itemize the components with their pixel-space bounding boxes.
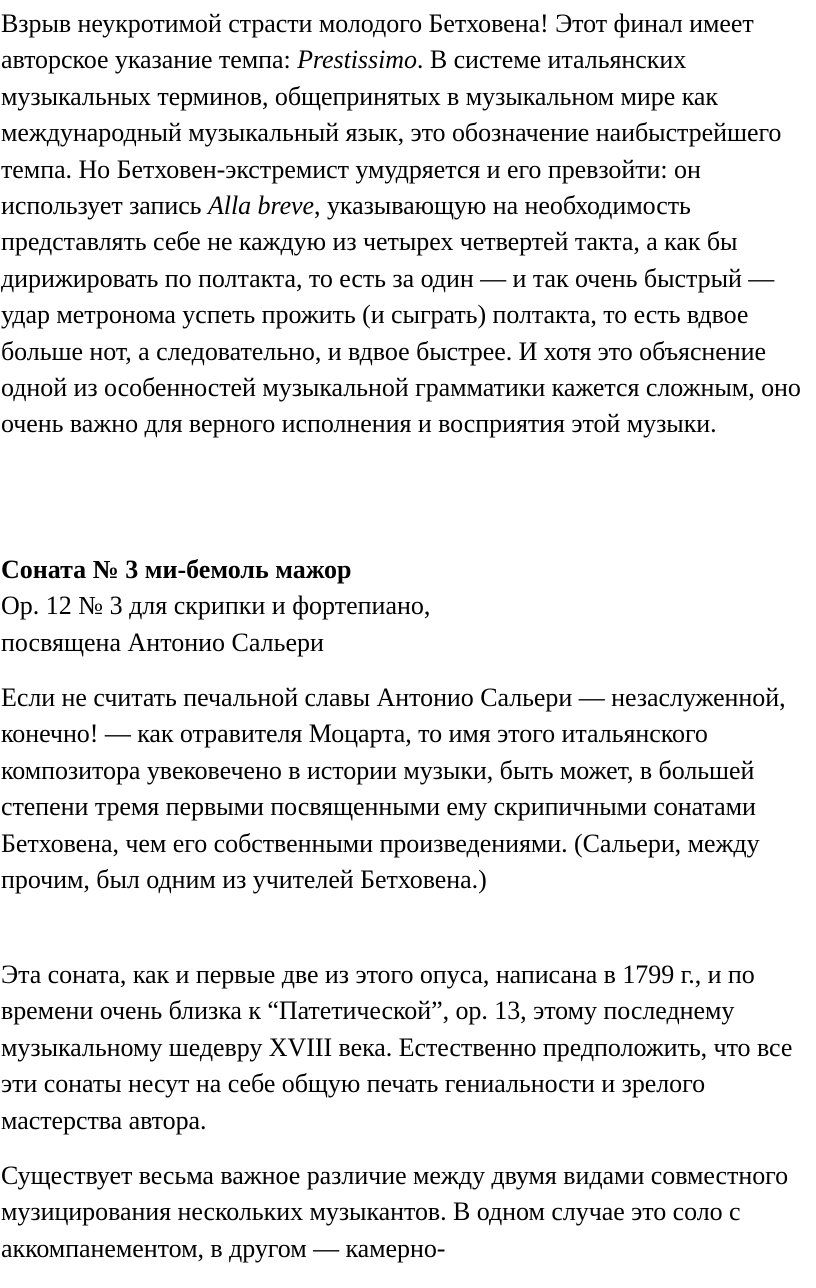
term-prestissimo: Prestissimo	[297, 45, 417, 75]
section-title: Соната № 3 ми-бемоль мажор	[1, 555, 352, 584]
paragraph-tempo	[0, 6, 816, 443]
section-subtitle-line2: посвящена Антонио Сальери	[1, 627, 324, 657]
section-heading	[0, 552, 430, 661]
paragraph-tempo-part1: Взрыв неукротимой страсти молодого Бетховена! Этот финал имеет авторское указание темпа:	[1, 9, 754, 75]
paragraph-tempo-part3: , указывающую на необходимость представлять себе не каждую из четырех четвертей такта, а как бы дирижировать по полтакта, то есть за один — и так очень быстрый — удар метронома успеть прожить (и сыграть) полтакта, то есть вдвое больше нот, а следовательно, и вдвое быстрее. И хотя это объяснение одной из особенностей музыкальной грамматики кажется сложным, оно очень важно для верного исполнения и восприятия этой музыки.	[1, 191, 801, 439]
paragraph-opus: Эта соната, как и первые две из этого опуса, написана в 1799 г., и по времени очень близка к “Патетической”, ор. 13, этому последнему музыкальному шедевру XVIII века. Естественно предположить, что все эти сонаты несут на себе общую печать гениальности и зрелого мастерства автора.	[1, 960, 793, 1135]
paragraph-tempo-part2: . В системе итальянских музыкальных терминов, общепринятых в музыкальном мире как международный музыкальный язык, это обозначение наибыстрейшего темпа. Но Бетховен-экстремист умудряется и его превзойти: он использует запись	[1, 45, 782, 221]
paragraph-salieri: Если не считать печальной славы Антонио Сальери — незаслуженной, конечно! — как отравителя Моцарта, то имя этого итальянского композитора увековечено в истории музыки, быть может, в большей степени тремя первыми посвященными ему скрипичными сонатами Бетховена, чем его собственными произведениями. (Сальери, между прочим, был одним из учителей Бетховена.)	[1, 683, 786, 895]
paragraph-ensemble: Существует весьма важное различие между двумя видами совместного музицирования нескольких музыкантов. В одном случае это соло с аккомпанементом, в другом — камерно-	[1, 1161, 789, 1263]
section-subtitle-line1: Op. 12 № 3 для скрипки и фортепиано,	[1, 591, 431, 621]
term-alla-breve: Alla breve	[207, 191, 315, 221]
